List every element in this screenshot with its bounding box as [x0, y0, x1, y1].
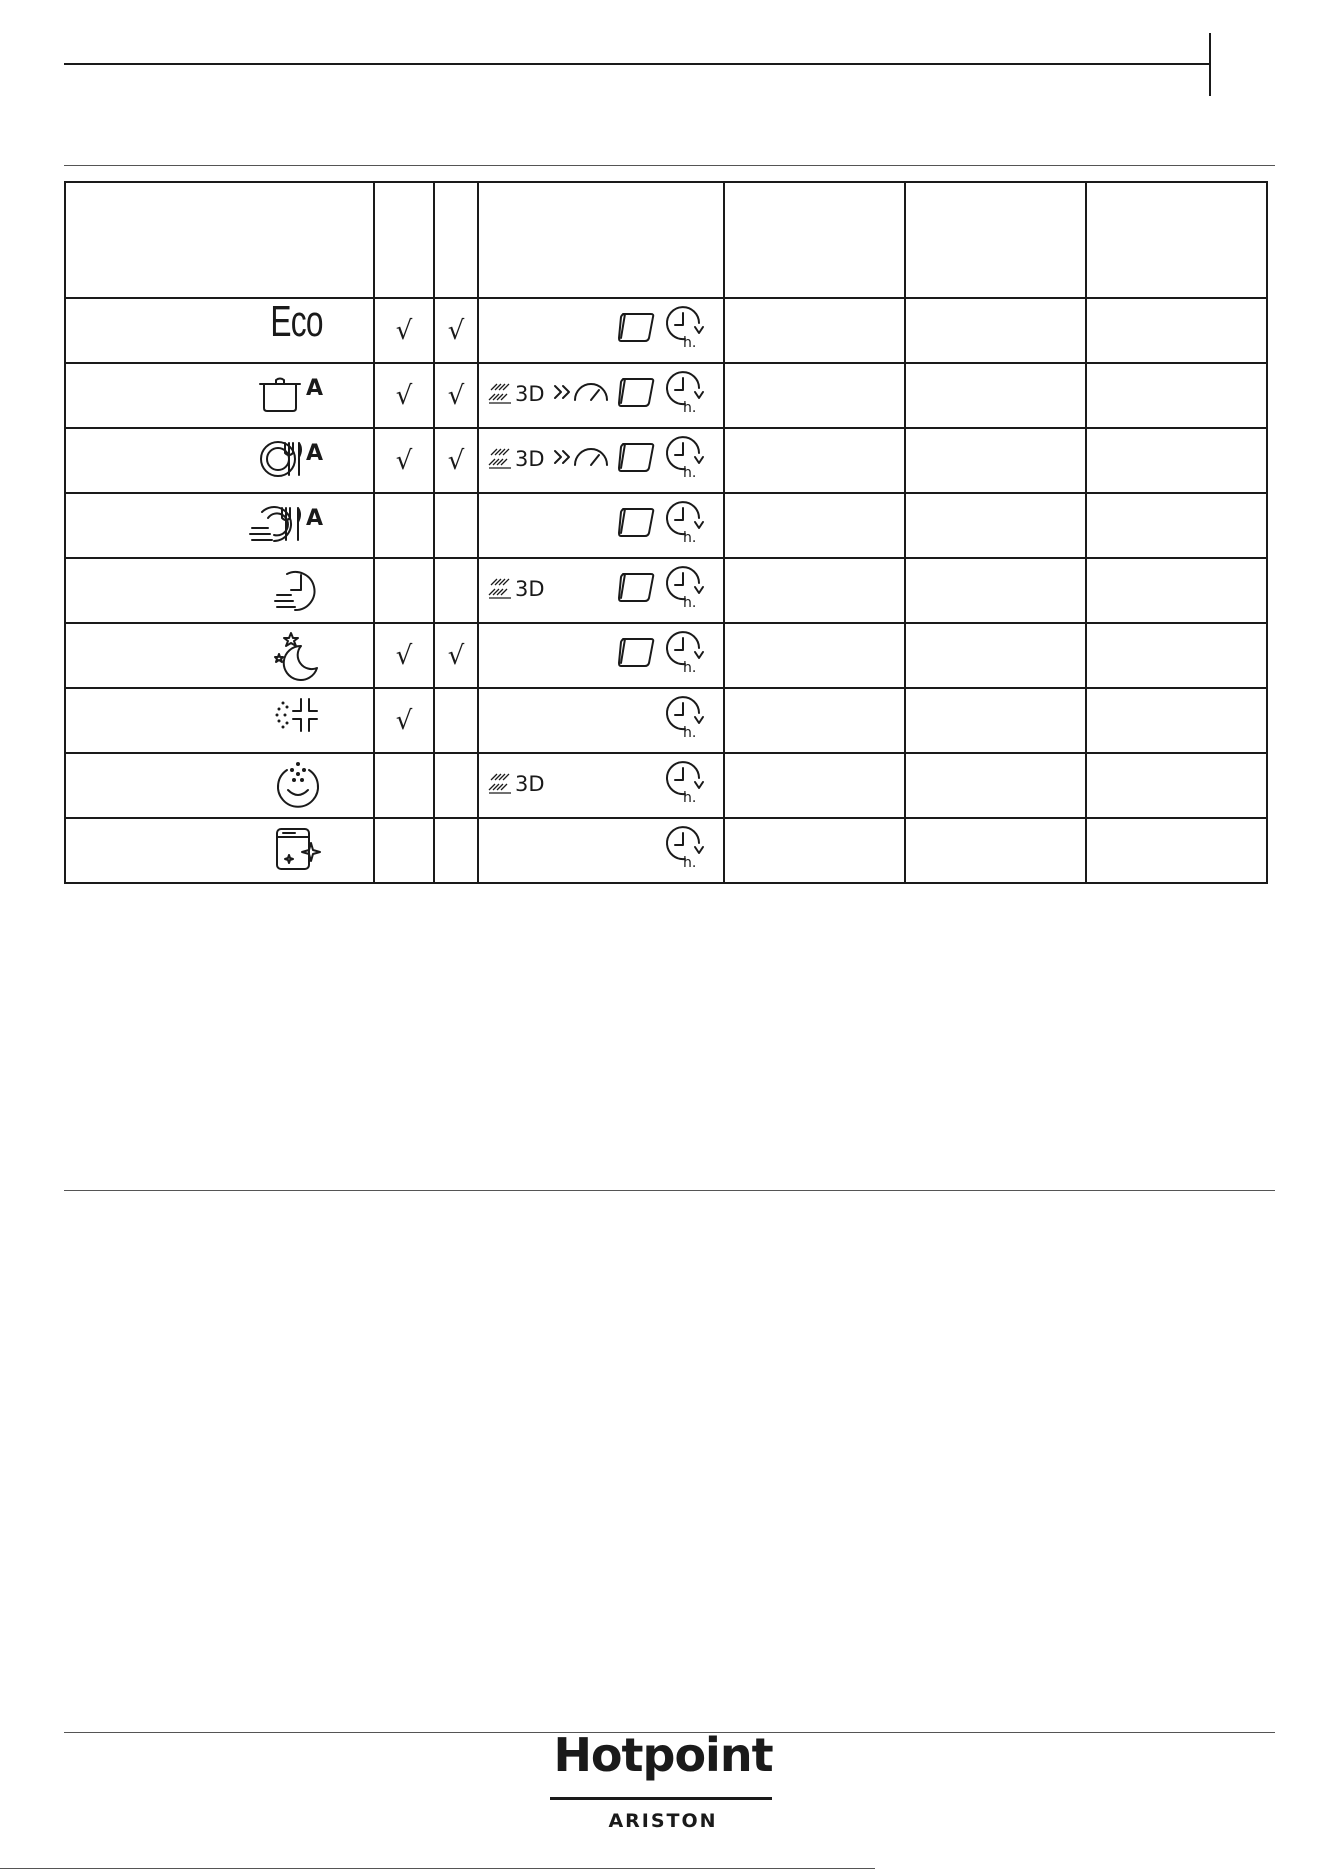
header-cell	[905, 182, 1086, 298]
check-cell	[374, 363, 434, 428]
header-cell	[724, 182, 905, 298]
svg-text:h.: h.	[683, 660, 697, 674]
svg-text:h.: h.	[683, 855, 697, 869]
svg-text:3D: 3D	[515, 577, 545, 601]
table-row	[65, 363, 1267, 428]
tablet-icon	[617, 635, 657, 674]
brand-logo-wordmark: Hotpoint	[553, 1728, 773, 1782]
data-cell	[724, 298, 905, 363]
delay-start-icon	[665, 825, 705, 874]
data-cell	[905, 428, 1086, 493]
options-cell	[478, 623, 724, 688]
data-cell	[724, 623, 905, 688]
delay-start-icon	[665, 435, 705, 484]
header-rule	[64, 63, 1209, 65]
data-cell	[1086, 688, 1267, 753]
svg-text:h.: h.	[683, 595, 697, 609]
check-cell	[374, 623, 434, 688]
svg-text:h.: h.	[683, 465, 697, 479]
svg-text:h.: h.	[683, 530, 697, 544]
data-cell	[905, 558, 1086, 623]
header-cell	[65, 182, 374, 298]
check-cell	[374, 428, 434, 493]
program-icon-cell	[65, 298, 374, 363]
auto-label: A	[305, 506, 323, 531]
checkmark: √	[395, 315, 413, 346]
data-cell	[724, 493, 905, 558]
data-cell	[905, 623, 1086, 688]
plate-cutlery-auto-program-icon	[256, 435, 323, 483]
table-row	[65, 428, 1267, 493]
night-silent-program-icon	[271, 630, 323, 682]
data-cell	[724, 753, 905, 818]
checkmark: √	[395, 705, 413, 736]
header-cell	[478, 182, 724, 298]
data-cell	[905, 363, 1086, 428]
checkmark: √	[395, 640, 413, 671]
program-label-eco: Eco	[270, 297, 323, 346]
check-cell	[374, 688, 434, 753]
table-row	[65, 493, 1267, 558]
data-cell	[1086, 818, 1267, 883]
table-row	[65, 623, 1267, 688]
tablet-icon	[617, 505, 657, 544]
check-cell	[434, 558, 478, 623]
data-cell	[724, 558, 905, 623]
auto-label: A	[305, 376, 323, 401]
program-icon-cell	[65, 688, 374, 753]
data-cell	[905, 753, 1086, 818]
self-clean-program-icon	[273, 825, 323, 875]
options-cell	[478, 493, 724, 558]
3d-zone-wash-icon	[487, 441, 551, 476]
data-cell	[905, 818, 1086, 883]
table-header-row	[65, 182, 1267, 298]
table-row	[65, 753, 1267, 818]
delay-start-icon	[665, 305, 705, 354]
3d-zone-wash-icon	[487, 571, 551, 606]
check-cell	[434, 623, 478, 688]
svg-text:3D: 3D	[515, 772, 545, 796]
brand-logo-rule	[550, 1797, 772, 1800]
3d-zone-wash-icon	[487, 376, 551, 411]
data-cell	[1086, 428, 1267, 493]
table-row	[65, 558, 1267, 623]
options-cell	[478, 753, 724, 818]
data-cell	[724, 428, 905, 493]
checkmark: √	[447, 445, 465, 476]
data-cell	[905, 688, 1086, 753]
check-cell	[374, 493, 434, 558]
header-cell	[434, 182, 478, 298]
check-cell	[434, 298, 478, 363]
data-cell	[724, 688, 905, 753]
check-cell	[374, 298, 434, 363]
table-row	[65, 298, 1267, 363]
program-table	[64, 181, 1268, 884]
hygiene-program-icon	[273, 760, 323, 810]
turbo-speed-icon	[553, 441, 611, 476]
svg-text:3D: 3D	[515, 382, 545, 406]
tablet-icon	[617, 375, 657, 414]
checkmark: √	[447, 640, 465, 671]
check-cell	[434, 493, 478, 558]
options-cell	[478, 558, 724, 623]
tablet-icon	[617, 310, 657, 349]
check-cell	[434, 818, 478, 883]
options-cell	[478, 688, 724, 753]
table-row	[65, 688, 1267, 753]
section-rule-middle	[64, 1190, 1275, 1191]
eco-program-icon	[250, 299, 323, 349]
options-cell	[478, 818, 724, 883]
data-cell	[1086, 493, 1267, 558]
prewash-rinse-program-icon	[271, 695, 323, 735]
data-cell	[1086, 623, 1267, 688]
data-cell	[1086, 753, 1267, 818]
program-icon-cell	[65, 558, 374, 623]
check-cell	[374, 818, 434, 883]
checkmark: √	[447, 380, 465, 411]
data-cell	[1086, 298, 1267, 363]
data-cell	[724, 363, 905, 428]
turbo-speed-icon	[553, 376, 611, 411]
program-icon-cell	[65, 363, 374, 428]
svg-text:h.: h.	[683, 725, 697, 739]
brand-logo-subtitle: ARISTON	[608, 1810, 718, 1832]
svg-text:h.: h.	[683, 790, 697, 804]
data-cell	[1086, 558, 1267, 623]
delay-start-icon	[665, 500, 705, 549]
options-cell	[478, 363, 724, 428]
svg-text:h.: h.	[683, 335, 697, 349]
section-rule-top	[64, 165, 1275, 166]
data-cell	[905, 493, 1086, 558]
header-cell	[1086, 182, 1267, 298]
program-icon-cell	[65, 818, 374, 883]
check-cell	[374, 558, 434, 623]
checkmark: √	[395, 380, 413, 411]
delay-start-icon	[665, 370, 705, 419]
auto-label: A	[305, 441, 323, 466]
check-cell	[434, 688, 478, 753]
options-cell	[478, 428, 724, 493]
svg-text:3D: 3D	[515, 447, 545, 471]
delay-start-icon	[665, 760, 705, 809]
header-cell	[374, 182, 434, 298]
header-tick	[1209, 33, 1211, 96]
checkmark: √	[447, 315, 465, 346]
program-icon-cell	[65, 623, 374, 688]
data-cell	[724, 818, 905, 883]
checkmark: √	[395, 445, 413, 476]
3d-zone-wash-icon	[487, 766, 551, 801]
delay-start-icon	[665, 630, 705, 679]
bottom-edge-rule	[0, 1868, 875, 1869]
check-cell	[434, 428, 478, 493]
delay-start-icon	[665, 695, 705, 744]
data-cell	[905, 298, 1086, 363]
tablet-icon	[617, 440, 657, 479]
check-cell	[434, 753, 478, 818]
program-icon-cell	[65, 493, 374, 558]
options-cell	[478, 298, 724, 363]
pot-auto-program-icon	[256, 370, 323, 414]
tablet-icon	[617, 570, 657, 609]
quick-wash-program-icon	[271, 565, 323, 615]
program-icon-cell	[65, 428, 374, 493]
check-cell	[374, 753, 434, 818]
delay-start-icon	[665, 565, 705, 614]
fast-plate-cutlery-auto-program-icon	[248, 500, 323, 548]
table-row	[65, 818, 1267, 883]
check-cell	[434, 363, 478, 428]
program-icon-cell	[65, 753, 374, 818]
svg-text:h.: h.	[683, 400, 697, 414]
data-cell	[1086, 363, 1267, 428]
